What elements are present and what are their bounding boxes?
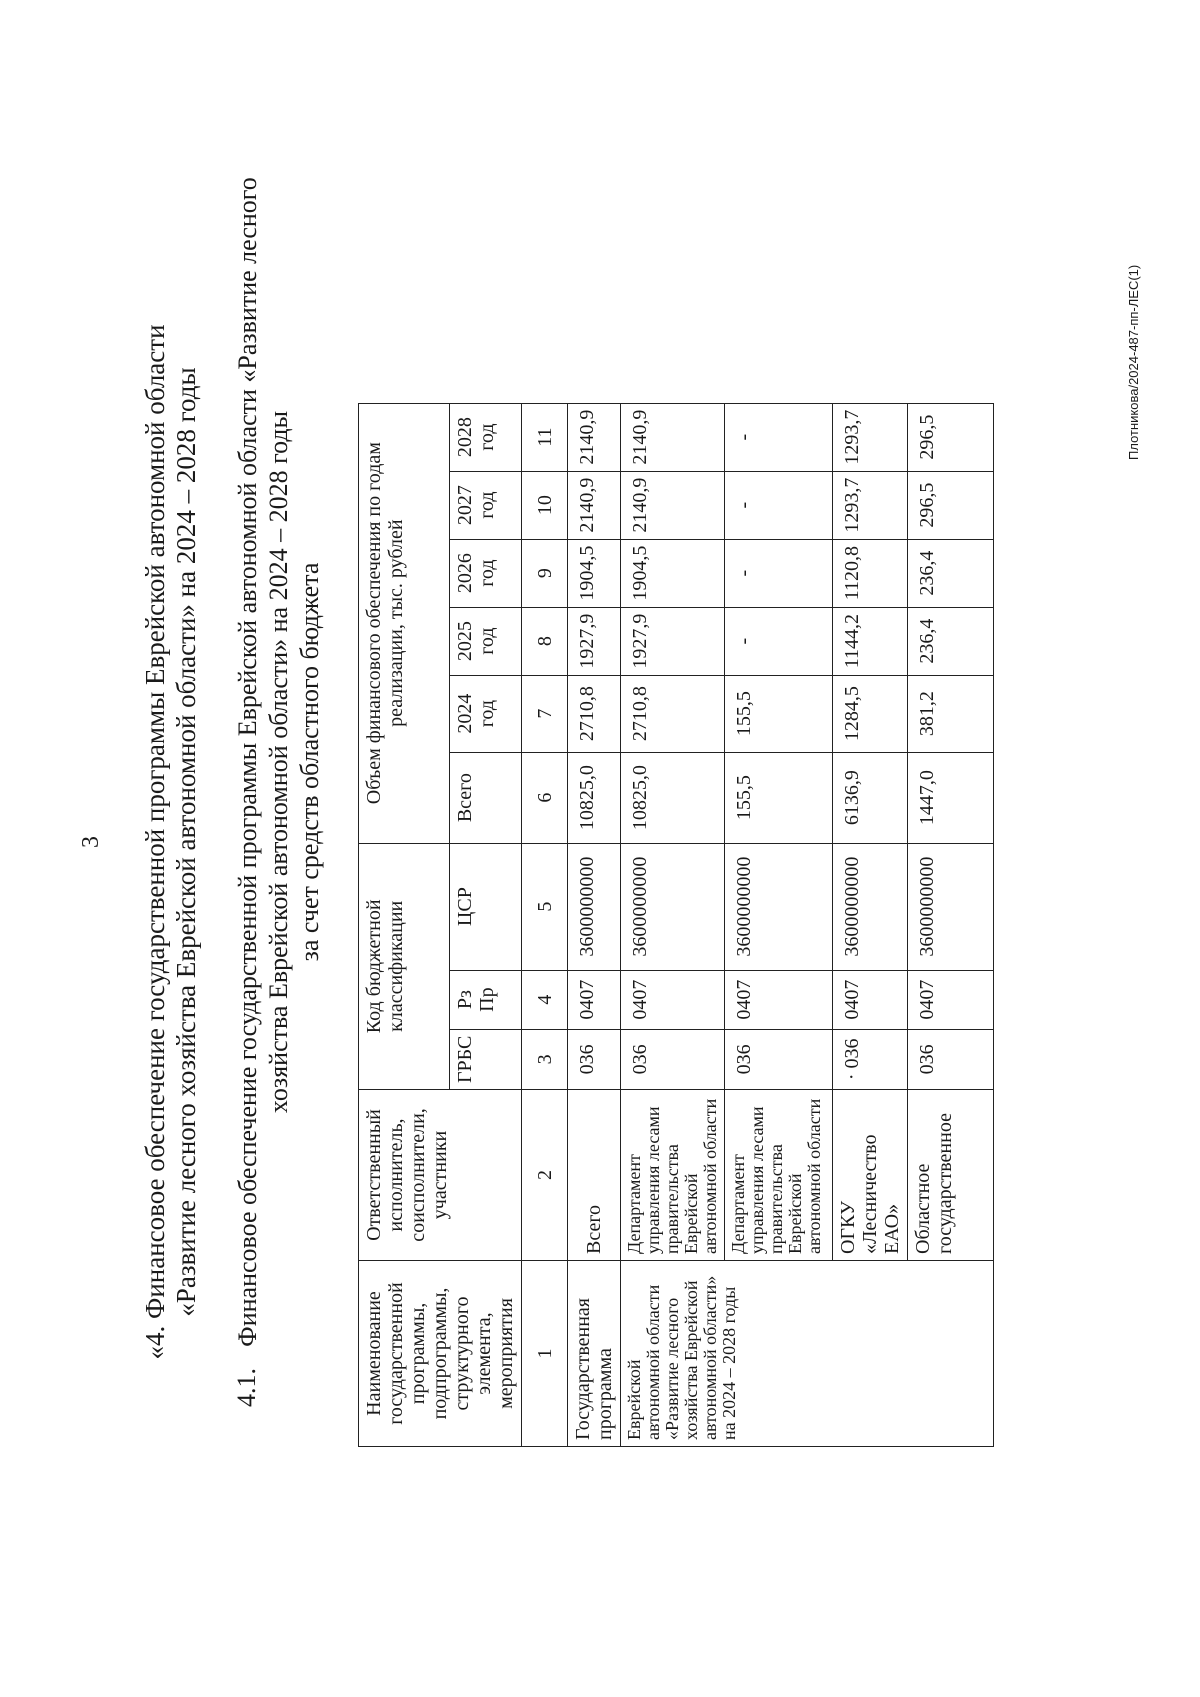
grbs-cell: 036	[908, 1029, 994, 1089]
year-2024-cell: 155,5	[725, 675, 833, 752]
year-2026-cell: 1120,8	[833, 539, 908, 607]
program-name-cell: Государственная программа	[568, 1261, 621, 1447]
subsection-title-line-3: за счет средств областного бюджета	[295, 562, 324, 962]
header-executor: Ответственный исполнитель, соисполнители, участники	[359, 1090, 522, 1261]
year-2026-cell: 1904,5	[568, 539, 621, 607]
csr-cell: 3600000000	[621, 843, 725, 970]
subsection-number: 4.1.	[232, 1368, 261, 1407]
year-2027-cell: 1293,7	[833, 471, 908, 539]
column-number: 6	[522, 752, 568, 843]
header-grbs: ГРБС	[449, 1029, 521, 1089]
column-number: 10	[522, 471, 568, 539]
year-2024-cell: 2710,8	[621, 675, 725, 752]
header-2028: 2028 год	[449, 403, 521, 471]
executor-cell: Департамент управления лесами правительства Еврейской автономной области	[725, 1090, 833, 1261]
subsection-title	[232, 177, 325, 1347]
year-2026-cell: 1904,5	[621, 539, 725, 607]
year-2028-cell: 2140,9	[621, 403, 725, 471]
year-2024-cell: 1284,5	[833, 675, 908, 752]
section-heading-line-2: «Развитие лесного хозяйства Еврейской автономной области» на 2024 – 2028 годы	[171, 367, 201, 1317]
year-2025-cell: 1927,9	[568, 607, 621, 675]
year-2027-cell: 296,5	[908, 471, 994, 539]
header-rzpr: Рз Пр	[449, 970, 521, 1029]
rzpr-cell: 0407	[833, 970, 908, 1029]
table-row	[621, 403, 725, 1446]
header-total: Всего	[449, 752, 521, 843]
header-volume-group: Объем финансового обеспечения по годам реализации, тыс. рублей	[359, 403, 450, 843]
subsection-title-line-1: Финансовое обеспечение государственной программы Еврейской автономной области «Развитие лесного	[233, 177, 262, 1347]
header-2024: 2024 год	[449, 675, 521, 752]
executor-cell: ОГКУ «Лесничество ЕАО»	[833, 1090, 908, 1261]
column-number: 2	[522, 1090, 568, 1261]
header-2026: 2026 год	[449, 539, 521, 607]
column-number: 3	[522, 1029, 568, 1089]
column-number: 11	[522, 403, 568, 471]
year-2027-cell: 2140,9	[568, 471, 621, 539]
column-number: 7	[522, 675, 568, 752]
total-cell: 155,5	[725, 752, 833, 843]
year-2024-cell: 2710,8	[568, 675, 621, 752]
csr-cell: 3600000000	[568, 843, 621, 970]
rzpr-cell: 0407	[725, 970, 833, 1029]
section-heading	[140, 127, 202, 1557]
year-2025-cell: 1927,9	[621, 607, 725, 675]
csr-cell: 3600000000	[833, 843, 908, 970]
csr-cell: 3600000000	[908, 843, 994, 970]
year-2028-cell: 2140,9	[568, 403, 621, 471]
section-heading-line-1: «4. Финансовое обеспечение государственной программы Еврейской автономной области	[140, 324, 170, 1360]
rzpr-cell: 0407	[568, 970, 621, 1029]
document-code-footer	[1120, 120, 1150, 480]
grbs-cell: 036	[568, 1029, 621, 1089]
year-2025-cell: -	[725, 607, 833, 675]
year-2026-cell: -	[725, 539, 833, 607]
csr-cell: 3600000000	[725, 843, 833, 970]
grbs-cell: 036	[621, 1029, 725, 1089]
year-2024-cell: 381,2	[908, 675, 994, 752]
header-name: Наименование государственной программы, подпрограммы, структурного элемента, мероприятия	[359, 1261, 522, 1447]
total-cell: 10825,0	[621, 752, 725, 843]
column-number: 5	[522, 843, 568, 970]
header-2027: 2027 год	[449, 471, 521, 539]
year-2025-cell: 1144,2	[833, 607, 908, 675]
total-cell: 10825,0	[568, 752, 621, 843]
document-code: Плотникова/2024-487-пп-ЛЕС(1)	[1126, 264, 1141, 460]
year-2027-cell: 2140,9	[621, 471, 725, 539]
column-number: 8	[522, 607, 568, 675]
column-number-row	[522, 403, 568, 1446]
year-2026-cell: 236,4	[908, 539, 994, 607]
executor-cell: Департамент управления лесами правительства Еврейской автономной области	[621, 1090, 725, 1261]
year-2028-cell: 1293,7	[833, 403, 908, 471]
executor-cell: Всего	[568, 1090, 621, 1261]
column-number: 4	[522, 970, 568, 1029]
financing-table	[358, 403, 994, 1447]
grbs-cell: · 036	[833, 1029, 908, 1089]
subsection-title-line-2: хозяйства Еврейской автономной области» на 2024 – 2028 годы	[264, 410, 293, 1114]
grbs-cell: 036	[725, 1029, 833, 1089]
program-full-name-cell: Еврейской автономной области «Развитие лесного хозяйства Еврейской автономной области» на 2024 – 2028 годы	[621, 1261, 994, 1447]
year-2027-cell: -	[725, 471, 833, 539]
total-cell: 1447,0	[908, 752, 994, 843]
header-csr: ЦСР	[449, 843, 521, 970]
header-code-group: Код бюджетной классификации	[359, 843, 450, 1089]
rzpr-cell: 0407	[908, 970, 994, 1029]
year-2028-cell: -	[725, 403, 833, 471]
header-2025: 2025 год	[449, 607, 521, 675]
column-number: 1	[522, 1261, 568, 1447]
column-number: 9	[522, 539, 568, 607]
year-2025-cell: 236,4	[908, 607, 994, 675]
header-row-1	[359, 403, 450, 1446]
year-2028-cell: 296,5	[908, 403, 994, 471]
table-row	[568, 403, 621, 1446]
page-number: 3	[78, 836, 104, 848]
executor-cell: Областное государственное	[908, 1090, 994, 1261]
rzpr-cell: 0407	[621, 970, 725, 1029]
total-cell: 6136,9	[833, 752, 908, 843]
